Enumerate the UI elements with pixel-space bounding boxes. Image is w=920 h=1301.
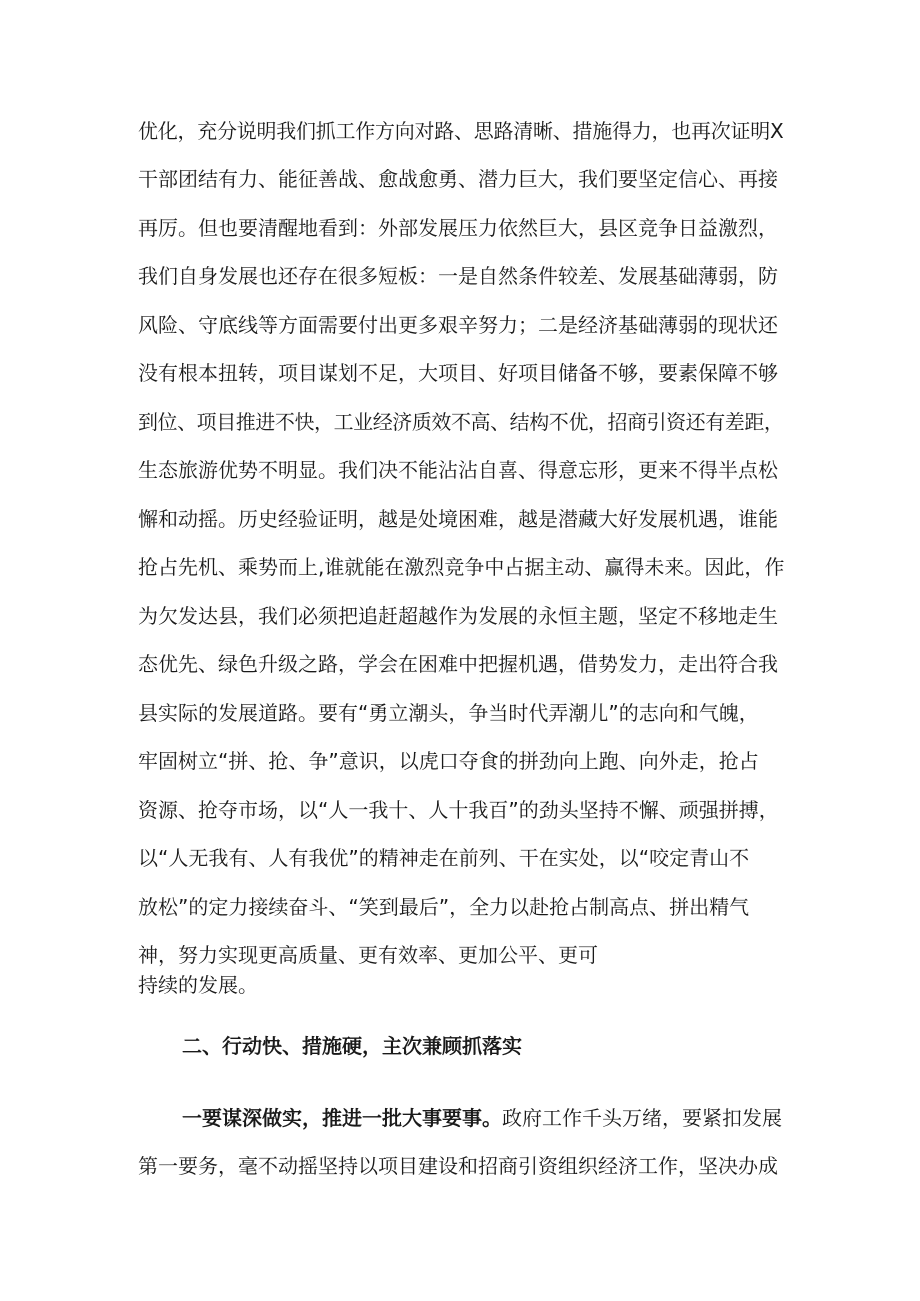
body-line: 再厉。但也要清醒地看到：外部发展压力依然巨大，县区竞争日益激烈， [138,216,778,240]
section-heading: 二、行动快、措施硬，主次兼顾抓落实 [182,1034,522,1058]
body-line: 为欠发达县，我们必须把追赶超越作为发展的永恒主题，坚定不移地走生 [138,604,778,628]
body-line: 生态旅游优势不明显。我们决不能沾沾自喜、得意忘形，更来不得半点松 [138,458,778,482]
body-line: 放松”的定力接续奋斗、“笑到最后”，全力以赴抢占制高点、拼出精气 [138,895,750,919]
body-line: 风险、守底线等方面需要付出更多艰辛努力；二是经济基础薄弱的现状还 [138,313,778,337]
body-line: 态优先、绿色升级之路，学会在困难中把握机遇，借势发力，走出符合我 [138,652,778,676]
paragraph-first-line [182,1106,784,1130]
body-line: 到位、项目推进不快，工业经济质效不高、结构不优，招商引资还有差距， [138,410,784,434]
body-line: 优化，充分说明我们抓工作方向对路、思路清晰、措施得力，也再次证明X [138,119,784,143]
body-line: 神，努力实现更高质量、更有效率、更加公平、更可 [138,943,598,967]
body-line: 第一要务，毫不动摇坚持以项目建设和招商引资组织经济工作，坚决办成 [138,1154,778,1178]
body-line: 懈和动摇。历史经验证明，越是处境困难，越是潜藏大好发展机遇，谁能 [138,507,778,531]
body-line: 干部团结有力、能征善战、愈战愈勇、潜力巨大，我们要坚定信心、再接 [138,167,778,191]
paragraph-lead: 一要谋深做实，推进一批大事要事。 [182,1106,502,1130]
body-line: 牢固树立“拼、抢、争”意识，以虎口夺食的拼劲向上跑、向外走，抢占 [138,749,759,773]
body-line: 没有根本扭转，项目谋划不足，大项目、好项目储备不够，要素保障不够 [138,361,778,385]
body-line: 资源、抢夺市场，以“人一我十、人十我百”的劲头坚持不懈、顽强拼搏， [138,798,779,822]
body-line: 以“人无我有、人有我优”的精神走在前列、干在实处，以“咬定青山不 [138,846,750,870]
body-line: 我们自身发展也还存在很多短板：一是自然条件较差、发展基础薄弱，防 [138,264,778,288]
body-line: 持续的发展。 [138,973,258,997]
body-line: 县实际的发展道路。要有“勇立潮头，争当时代弄潮儿”的志向和气魄， [138,701,759,725]
body-line: 抢占先机、乘势而上,谁就能在激烈竞争中占据主动、赢得未来。因此，作 [138,555,785,579]
paragraph-first-line-rest: 政府工作千头万绪，要紧扣发展 [502,1106,782,1130]
